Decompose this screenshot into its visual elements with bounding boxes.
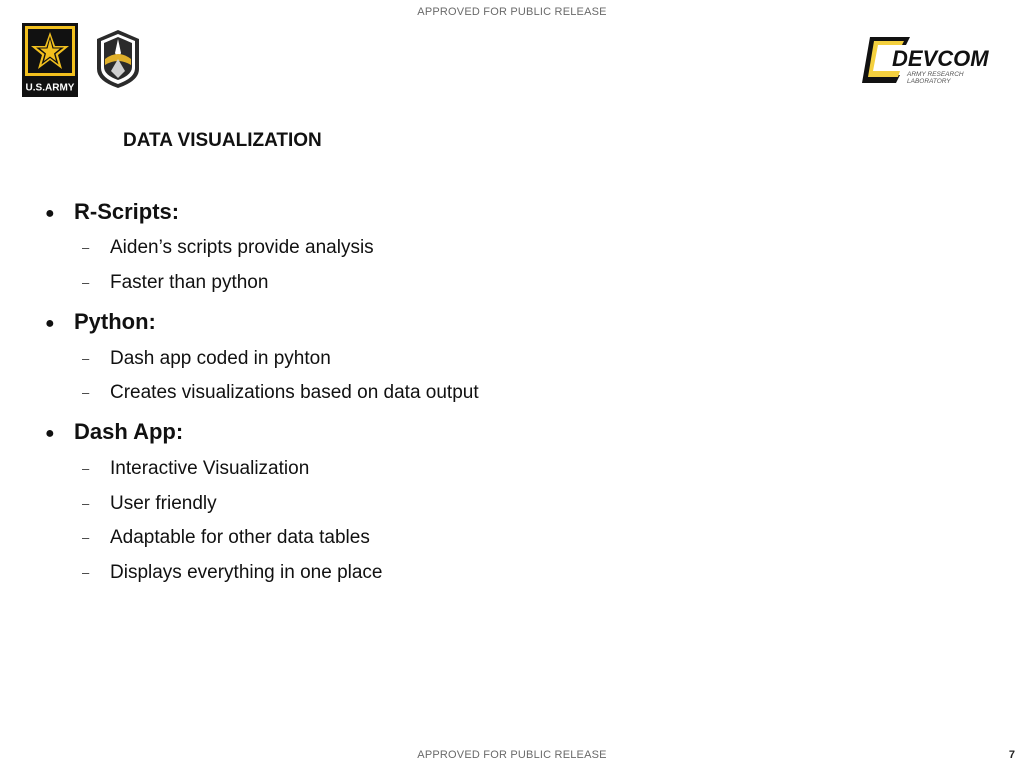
dash-icon: – (82, 240, 90, 255)
list-item: Displays everything in one place (110, 562, 383, 583)
bullet-dot-icon: ● (45, 315, 55, 332)
dash-icon: – (82, 461, 90, 476)
list-item: Aiden’s scripts provide analysis (110, 237, 374, 258)
army-logo-text: U.S.ARMY (25, 82, 75, 94)
list-item: Interactive Visualization (110, 458, 310, 479)
list-item: User friendly (110, 493, 217, 514)
list-item: Faster than python (110, 272, 269, 293)
bullet-dot-icon: ● (45, 425, 55, 442)
devcom-sub2: LABORATORY (907, 78, 951, 85)
top-marking: APPROVED FOR PUBLIC RELEASE (417, 6, 607, 18)
dash-icon: – (82, 496, 90, 511)
list-item: Dash app coded in pyhton (110, 348, 331, 369)
bottom-marking: APPROVED FOR PUBLIC RELEASE (417, 749, 607, 761)
devcom-sub1: ARMY RESEARCH (907, 71, 964, 78)
dash-icon: – (82, 385, 90, 400)
slide-title: DATA VISUALIZATION (123, 130, 322, 151)
section-heading-python: Python: (74, 309, 156, 334)
dash-icon: – (82, 275, 90, 290)
section-heading-dash-app: Dash App: (74, 419, 184, 444)
us-army-star-logo (22, 23, 80, 97)
page-number: 7 (1008, 749, 1015, 761)
bullet-dot-icon: ● (45, 205, 55, 222)
devcom-name: DEVCOM (892, 46, 989, 71)
dash-icon: – (82, 351, 90, 366)
list-item: Adaptable for other data tables (110, 527, 370, 548)
devcom-arl-logo (860, 35, 1002, 85)
dash-icon: – (82, 530, 90, 545)
dash-icon: – (82, 565, 90, 580)
list-item: Creates visualizations based on data output (110, 382, 479, 403)
section-heading-r-scripts: R-Scripts: (74, 199, 180, 224)
army-futures-command-shield-logo (95, 29, 141, 89)
